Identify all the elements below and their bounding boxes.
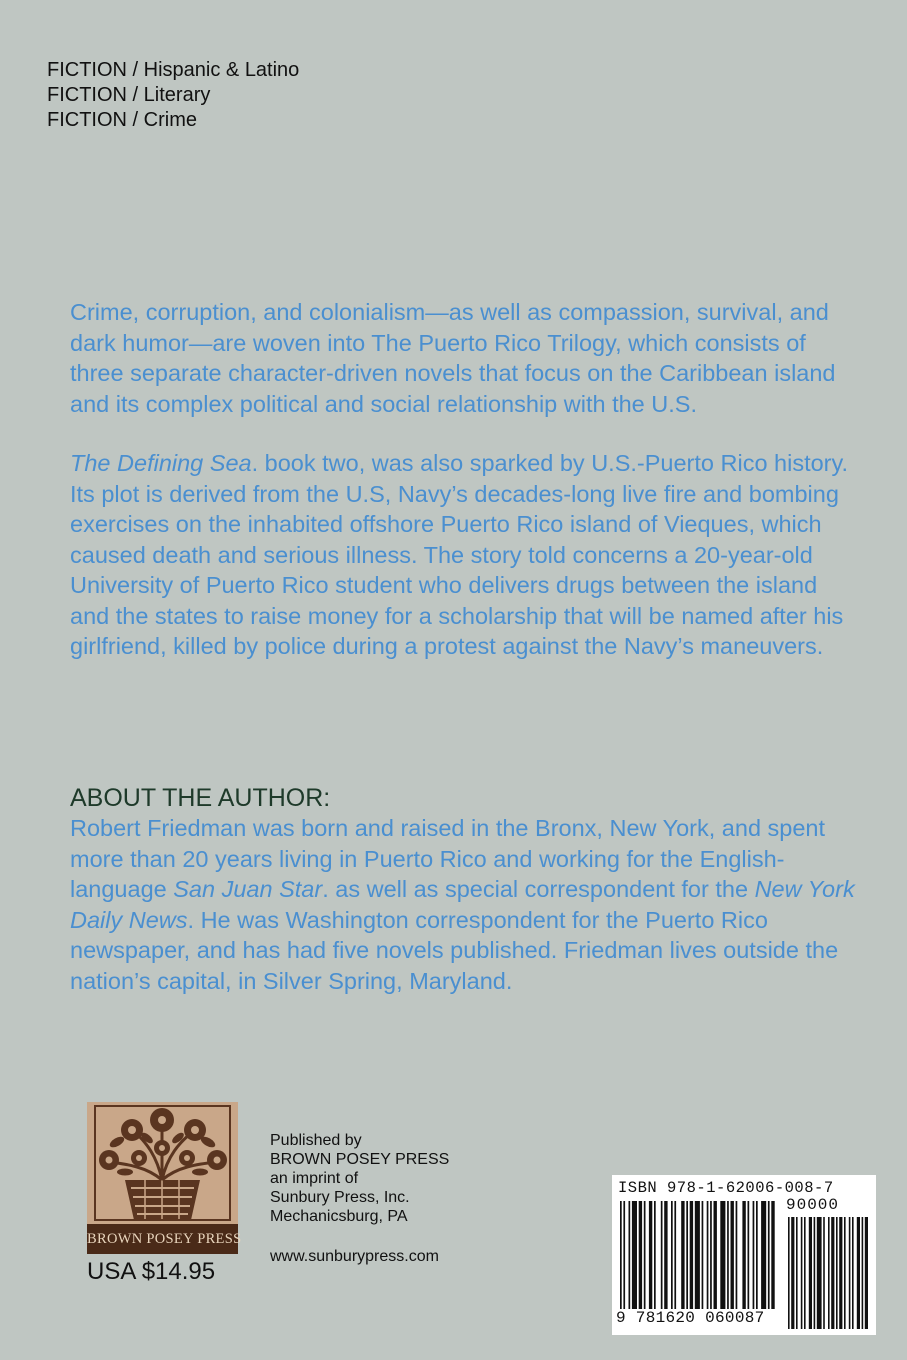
publisher-logo bbox=[87, 1102, 242, 1254]
publisher-info bbox=[270, 1131, 449, 1266]
barcode-add-on: 90000 bbox=[786, 1196, 840, 1214]
category-list bbox=[47, 58, 299, 133]
category-line: FICTION / Hispanic & Latino bbox=[47, 59, 300, 81]
book-title: The Defining Sea bbox=[70, 450, 252, 476]
price-label: USA $14.95 bbox=[87, 1258, 216, 1285]
blurb-paragraph bbox=[70, 448, 860, 662]
category-line: FICTION / Literary bbox=[47, 84, 211, 106]
newspaper-title: New York Daily News bbox=[70, 876, 855, 933]
publisher-line: Published by bbox=[270, 1132, 362, 1149]
about-author-text bbox=[70, 813, 860, 996]
barcode-digits: 9 781620 060087 bbox=[616, 1309, 765, 1327]
publisher-line: Mechanicsburg, PA bbox=[270, 1208, 408, 1225]
bio-text: . as well as special correspondent for the bbox=[322, 876, 755, 902]
category-line: FICTION / Crime bbox=[47, 109, 197, 131]
bio-text: Robert Friedman was born and raised in the Bronx, New York, and spent more than 20 years living in Puerto Rico and working for the English-language bbox=[70, 815, 826, 902]
publisher-line: Sunbury Press, Inc. bbox=[270, 1189, 410, 1206]
newspaper-title: San Juan Star bbox=[173, 876, 323, 902]
publisher-line: an imprint of bbox=[270, 1170, 359, 1187]
bio-text: . He was Washington correspondent for the Puerto Rico newspaper, and has had five novels published. Friedman lives outside the nation’s capital, in Silver Spring, Maryland. bbox=[70, 906, 839, 994]
flower-basket-woodcut-icon bbox=[87, 1102, 238, 1224]
blurb-paragraph: Crime, corruption, and colonialism—as well as compassion, survival, and dark humor—are woven into The Puerto Rico Trilogy, which consists of three separate character-driven novels that focus on the Caribbean island and its complex political and social relationship with the U.S. bbox=[70, 299, 836, 417]
author-bio bbox=[70, 813, 860, 996]
isbn-number: ISBN 978-1-62006-008-7 bbox=[618, 1179, 834, 1197]
logo-wordmark: BROWN POSEY PRESS bbox=[87, 1224, 238, 1254]
publisher-url: www.sunburypress.com bbox=[270, 1248, 439, 1265]
about-author-heading: ABOUT THE AUTHOR: bbox=[70, 784, 331, 812]
publisher-line: BROWN POSEY PRESS bbox=[270, 1151, 450, 1168]
book-blurb bbox=[70, 297, 860, 662]
blurb-text: . book two, was also sparked by U.S.-Puerto Rico history. Its plot is derived from the U.S, Navy’s decades-long live fire and bombing exercises on the inhabited offshore Puerto Rico island of Vieques, which caused death and serious illness. The story told concerns a 20-year-old University of Puerto Rico student who delivers drugs between the island and the states to raise money for a scholarship that will be named after his girlfriend, killed by police during a protest against the Navy’s maneuvers. bbox=[70, 450, 849, 659]
